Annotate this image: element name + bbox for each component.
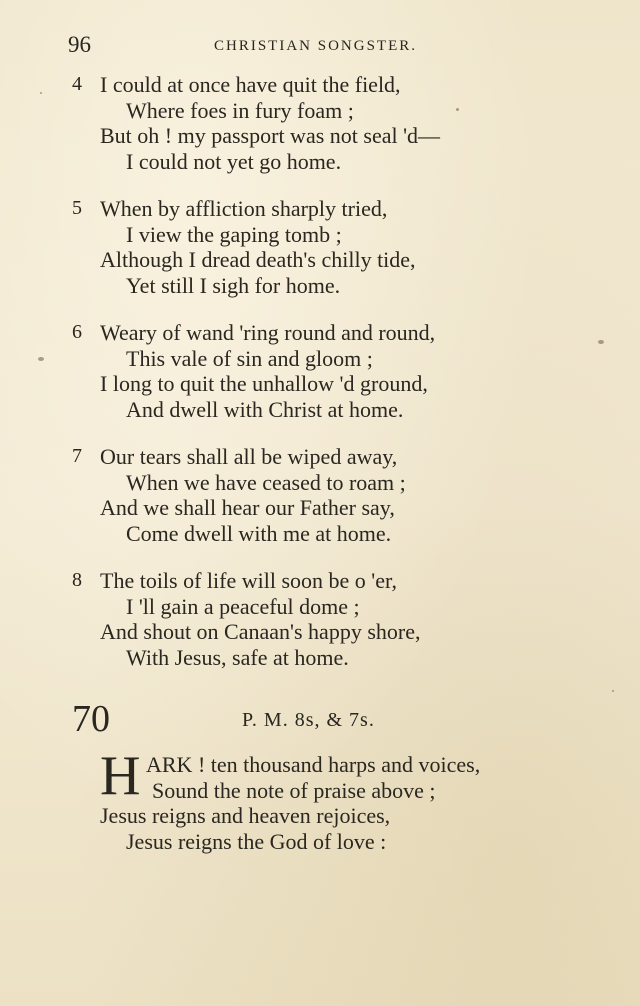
stanza-number: 7: [72, 445, 82, 467]
hymn-meter: P. M. 8s, & 7s.: [242, 709, 375, 731]
stanza-line: [0, 645, 640, 671]
hymn-number: 70: [72, 698, 110, 740]
verse-line: This vale of sin and gloom ;: [126, 345, 373, 371]
stanza-line: [0, 397, 640, 423]
stanza-line: [0, 273, 640, 299]
stanza-line: [0, 495, 640, 521]
hymn-heading: [0, 697, 640, 741]
stanza-4: [0, 72, 640, 174]
stanza-line: [0, 521, 640, 547]
stanza-7: [0, 444, 640, 546]
verse-line: And shout on Canaan's happy shore,: [100, 619, 421, 644]
paper-speck: [456, 108, 459, 111]
stanza-line: [0, 371, 640, 397]
stanza-line: [0, 829, 640, 855]
stanza-line: [0, 320, 640, 346]
stanza-5: [0, 196, 640, 298]
verse-line: ARK ! ten thousand harps and voices,: [146, 752, 481, 777]
verse-line: Where foes in fury foam ;: [126, 97, 354, 123]
stanza-line: [0, 470, 640, 496]
stanza-number: 5: [72, 197, 82, 219]
page-header: [0, 30, 640, 60]
verse-line: But oh ! my passport was not seal 'd—: [100, 123, 441, 148]
verse-line: I view the gaping tomb ;: [126, 221, 342, 247]
stanza-line: [0, 444, 640, 470]
stanza-line: [0, 778, 640, 804]
paper-speck: [40, 92, 42, 94]
stanza-line: [0, 619, 640, 645]
verse-line: Come dwell with me at home.: [126, 520, 392, 546]
stanza-number: 6: [72, 321, 82, 343]
stanza-line: [0, 149, 640, 175]
stanza-number: 4: [72, 73, 82, 95]
paper-speck: [598, 340, 604, 344]
verse-line: And dwell with Christ at home.: [126, 396, 404, 422]
verse-line: I could not yet go home.: [126, 148, 342, 174]
page-number: 96: [68, 32, 91, 57]
paper-speck: [612, 690, 614, 692]
verse-line: And we shall hear our Father say,: [100, 495, 395, 520]
stanza-line: [0, 123, 640, 149]
hymn-body: [0, 745, 640, 854]
drop-cap: H: [100, 745, 141, 807]
paper-speck: [38, 357, 44, 361]
verse-line: I long to quit the unhallow 'd ground,: [100, 371, 428, 396]
stanza-6: [0, 320, 640, 422]
verse-line: Jesus reigns and heaven rejoices,: [100, 803, 391, 828]
stanza-8: [0, 568, 640, 670]
stanza-line: [0, 222, 640, 248]
stanza-line: [0, 247, 640, 273]
stanza-line: [0, 803, 640, 829]
verse-line: Yet still I sigh for home.: [126, 272, 341, 298]
stanza-line: [0, 568, 640, 594]
stanza-line: [0, 196, 640, 222]
verse-line: Sound the note of praise above ;: [152, 777, 436, 803]
stanza-line: [0, 346, 640, 372]
verse-line: Weary of wand 'ring round and round,: [100, 320, 436, 345]
stanza-number: 8: [72, 569, 82, 591]
verse-line: I 'll gain a peaceful dome ;: [126, 593, 360, 619]
stanza-line: [0, 594, 640, 620]
verse-line: Our tears shall all be wiped away,: [100, 444, 398, 469]
verse-line: Although I dread death's chilly tide,: [100, 247, 416, 272]
stanza-line: [0, 98, 640, 124]
verse-line: When we have ceased to roam ;: [126, 469, 406, 495]
verse-line: The toils of life will soon be o 'er,: [100, 568, 397, 593]
verse-line: When by affliction sharply tried,: [100, 196, 388, 221]
stanza-line: [0, 72, 640, 98]
verse-line: Jesus reigns the God of love :: [126, 828, 387, 854]
verse-line: I could at once have quit the field,: [100, 72, 401, 97]
running-title: CHRISTIAN SONGSTER.: [214, 38, 418, 54]
verse-line: With Jesus, safe at home.: [126, 644, 349, 670]
